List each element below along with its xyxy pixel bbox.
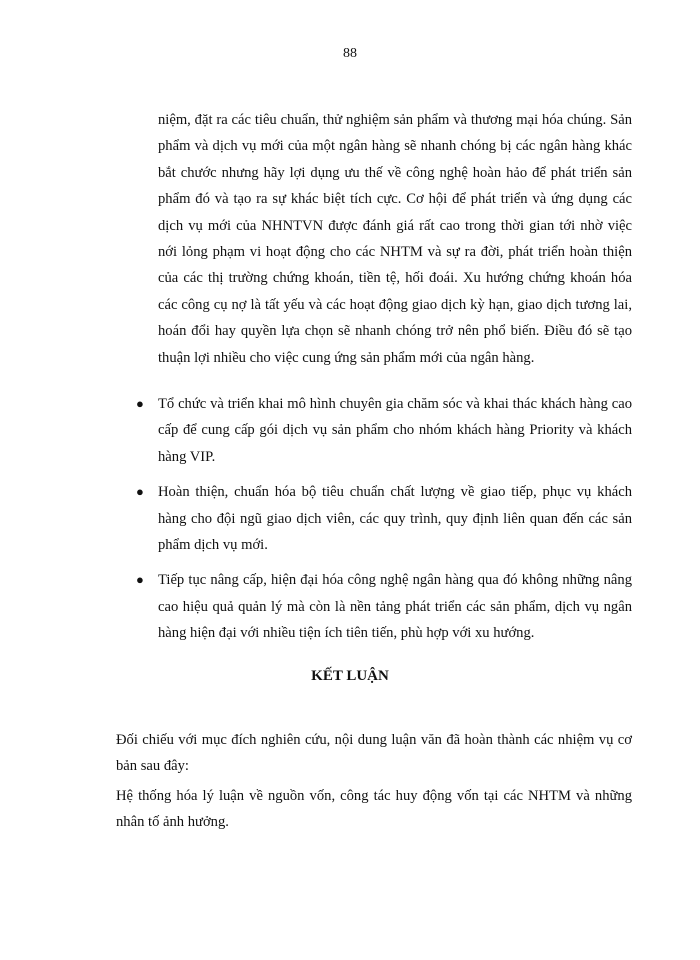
bullet-text: Tổ chức và triển khai mô hình chuyên gia chăm sóc và khai thác khách hàng cao cấp để cung cấp gói dịch vụ sản phẩm cho nhóm khách hàng Priority và khách hàng VIP.	[158, 396, 632, 465]
list-item	[136, 479, 632, 558]
list-item	[136, 391, 632, 470]
bullet-icon: ●	[136, 484, 144, 500]
bullet-icon: ●	[136, 572, 144, 588]
bullet-list	[136, 391, 632, 656]
list-item	[136, 567, 632, 646]
bullet-icon: ●	[136, 396, 144, 411]
conclusion-paragraph: Đối chiếu với mục đích nghiên cứu, nội dung luận văn đã hoàn thành các nhiệm vụ cơ bản sau đây:	[116, 732, 632, 775]
section-title: KẾT LUẬN	[311, 668, 389, 684]
bullet-text: Tiếp tục nâng cấp, hiện đại hóa công nghệ ngân hàng qua đó không những nâng cao hiệu quả quản lý mà còn là nền tảng phát triển các sản phẩm, dịch vụ ngân hàng hiện đại với nhiều tiện ích tiên tiến, phù hợp với xu hướng.	[158, 572, 632, 642]
conclusion-paragraph: Hệ thống hóa lý luận về nguồn vốn, công tác huy động vốn tại các NHTM và những nhân tố ảnh hưởng.	[116, 788, 632, 831]
continuation-paragraph: niệm, đặt ra các tiêu chuẩn, thử nghiệm sản phẩm và thương mại hóa chúng. Sản phẩm và dịch vụ mới của một ngân hàng sẽ nhanh chóng bị các ngân hàng khác bắt chước nhưng hãy lợi dụng ưu thế về công nghệ hoàn hảo để phát triển sản phẩm đó và tạo ra sự khác biệt tích cực. Cơ hội để phát triển và ứng dụng các dịch vụ mới của NHNTVN được đánh giá rất cao trong thời gian tới nhờ việc nới lỏng phạm vi hoạt động cho các NHTM và sự ra đời, phát triển hoàn thiện của các thị trường chứng khoán, tiền tệ, hối đoái. Xu hướng chứng khoán hóa các công cụ nợ là tất yếu và các hoạt động giao dịch kỳ hạn, giao dịch tương lai, hoán đổi hay quyền lựa chọn sẽ nhanh chóng trở nên phổ biến. Điều đó sẽ tạo thuận lợi nhiều cho việc cung ứng sản phẩm mới của ngân hàng.	[158, 112, 632, 366]
page-number: 88	[343, 46, 357, 61]
bullet-text: Hoàn thiện, chuẩn hóa bộ tiêu chuẩn chất lượng về giao tiếp, phục vụ khách hàng cho đội ngũ giao dịch viên, các quy trình, quy định liên quan đến các sản phẩm dịch vụ mới.	[158, 484, 632, 554]
